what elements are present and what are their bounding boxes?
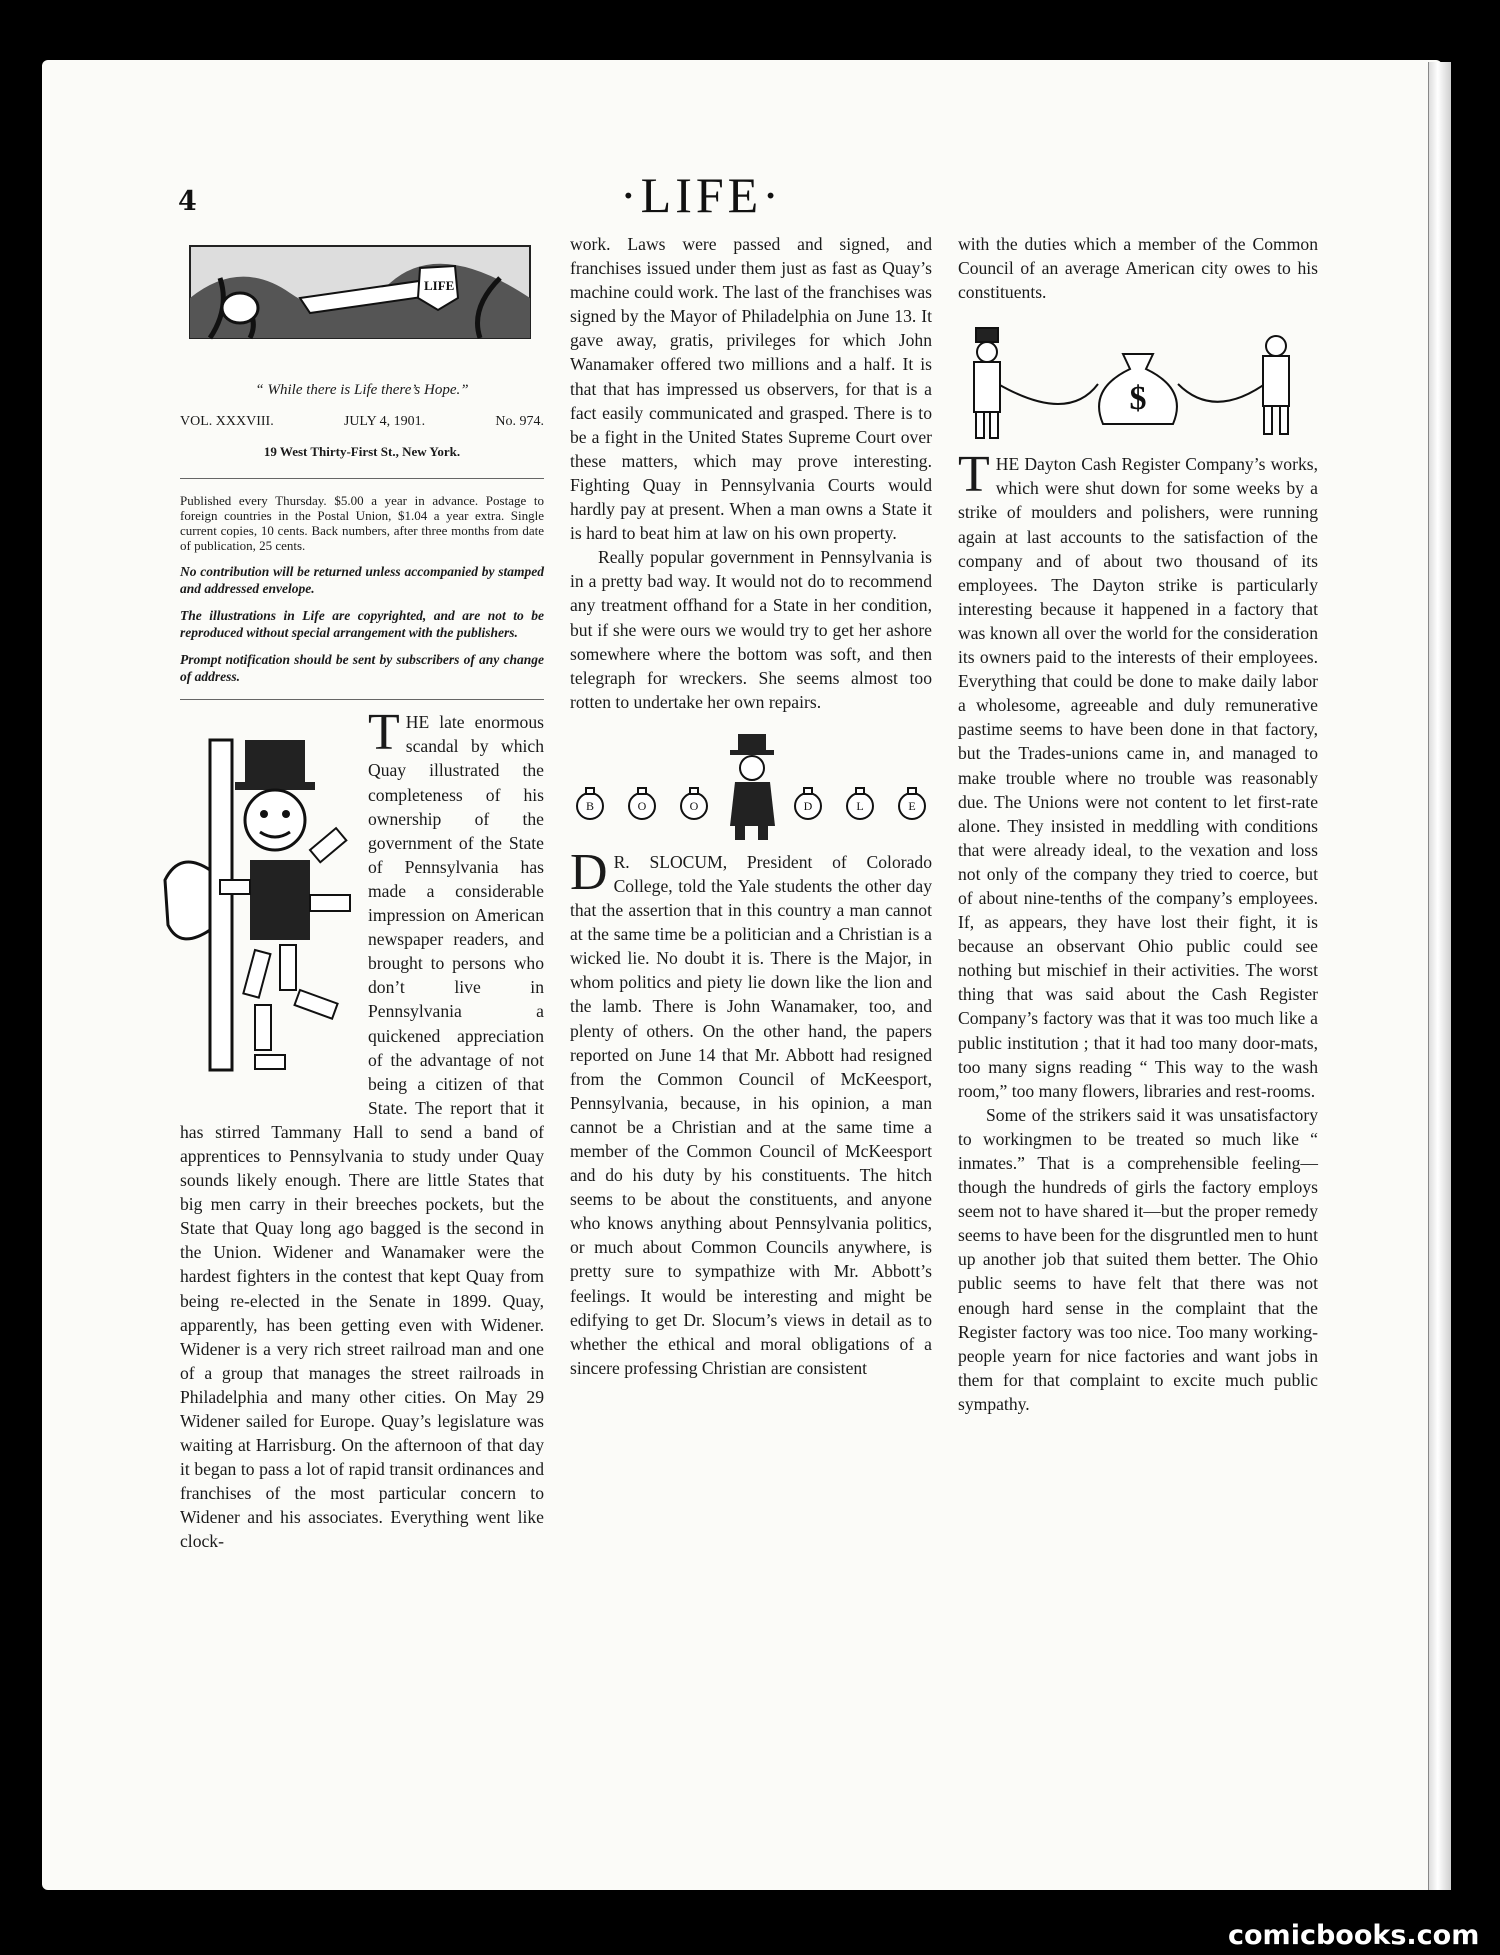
moneybag-tug-cartoon — [958, 314, 1318, 444]
illustrations-note: The illustrations in Life are copyrighted, and are not to be reproduced without special arrangement with the publishers. — [180, 608, 544, 641]
dayton-article-text: HE Dayton Cash Register Company’s works, which were shut down for some weeks by a strike of moulders and polishers, were running again at last accounts to the satisfaction of the company and of about two thousand of its employees. The Dayton strike is particularly interesting because it happened in a factory that was known all over the world for the consideration its owners paid to the interests of their employees. Everything that could be done to make daily labor a wholesome, agreeable and duly remunerative pastime seems to have been done in that factory, but the Trades-unions came in, and managed to make trouble where no trouble was reasonably due. The Unions were not content to let first-rate alone. They insisted in meddling with conditions that were already ideal, to the vexation and loss not only of the company they tried to coerce, but of about nine-tenths of the company’s employees. If, as appears, they have lost their fight, it is because an observant Ohio public could see nothing but mischief in their activities. The worst thing that was said about the Cash Register Company’s factory was that it was too much like a public institution ; that it had too many door-mats, too many signs reading “ This way to the wash room,” too many flowers, libraries and rest-rooms. — [958, 454, 1318, 1101]
money-bag-letter-1: O — [637, 798, 647, 813]
jumping-jack-cartoon — [160, 720, 360, 1110]
strikers-paragraph: Some of the strikers said it was unsatisfactory to workingmen to be treated so much like “ inmates.” That is a comprehensible feeling—though the hundreds of girls the factory employs seem not to have shared it—but the proper remedy seems to have been for the disgruntled men to hunt up another job that suited them better. The Ohio public seems to have felt that there was not enough hard sense in the complaint that the Register factory was too nice. Too many working-people yearn for nice factories and want jobs in them for that complaint to excite much public sympathy. — [958, 1104, 1318, 1414]
issue-number: No. 974. — [495, 414, 544, 430]
quay-article-text: HE late enormous scandal by which Quay illustrated the completeness of his ownership of the government of the State of Pennsylvania has made a considerable impression on American newspaper readers, and brought to persons who don’t live in Pennsylvania a quickened appreciation of the advantage of not being a citizen of that State. The report that it has stirred Tammany Hall to send a band of apprentices to Pennsylvania to study under Quay sounds likely enough. There are little States that big men carry in their breeches pockets, but the State that Quay long ago bagged is the second in the Union. Widener and Wanamaker were the hardest fighters in the contest that kept Quay from being re-elected in the Senate in 1899. Quay, apparently, has been getting even with Widener. Widener is a very rich street railroad man and one of a group that manages the street railroads in Philadelphia and many other cities. On May 29 Widener sailed for Europe. Quay’s legislature was waiting at Harrisburg. On the afternoon of that day it began to pass a lot of rapid transit ordinances and franchises of the most particular concern to Widener and his associates. Everything went like clock- — [180, 712, 544, 1552]
money-bag-knot-1 — [638, 788, 646, 794]
publishing-note: Published every Thursday. $5.00 a year in advance. Postage to foreign countries in the Postal Union, $1.04 a year extra. Single current copies, 10 cents. Back numbers, after three months from date of publication, 25 cents. — [180, 493, 544, 554]
contributions-note: No contribution will be returned unless accompanied by stamped and addressed envelope. — [180, 564, 544, 597]
money-bag-knot-3 — [804, 788, 812, 794]
slocum-article-continued: with the duties which a member of the Common Council of an average American city owes to his constituents. — [958, 234, 1318, 303]
money-bag-letter-2: O — [689, 798, 699, 813]
money-bag-knot-2 — [690, 788, 698, 794]
divider — [180, 699, 544, 700]
pennsylvania-paragraph: Really popular government in Pennsylvania is in a pretty bad way. It would not do to recommend any treatment offhand for a State in her condition, but if she were ours we would try to get her ashore somewhere where the bottom was soft, and then telegraph for wreckers. She seems almost too rotten to undertake her own repairs. — [570, 547, 932, 712]
volume-number: VOL. XXXVIII. — [180, 414, 274, 430]
money-bag-knot-4 — [856, 788, 864, 794]
money-bag-letter-3: D — [803, 798, 813, 813]
slocum-dropcap: D — [570, 843, 608, 901]
column-right — [958, 232, 1318, 1416]
motto: “ While there is Life there’s Hope.” — [255, 382, 469, 398]
page-spine — [1428, 62, 1451, 1890]
quay-article-continued: work. Laws were passed and signed, and franchises issued under them just as fast as Quay’s machine could work. The last of the franchises was signed by the Mayor of Philadelphia on June 13. It gave away, gratis, privileges for which John Wanamaker offered two millions and a half. It is that that has impressed us observers, for that is a fact easily communicated and grasped. There is to be a fight in the United States Supreme Court over these matters, which may prove interesting. Fighting Quay in Pennsylvania Courts would hardly pay at present. When a man owns a State it is hard to beat him at law on his own property. — [570, 234, 932, 544]
column-left — [180, 238, 544, 1554]
masthead-title: ·LIFE· — [620, 167, 783, 223]
issue-date: JULY 4, 1901. — [343, 414, 426, 430]
page-number: 4 — [178, 186, 197, 217]
money-bag-knot-0 — [586, 788, 594, 794]
slocum-article-text: R. SLOCUM, President of Colorado College, told the Yale students the other day that the assertion that in this country a man cannot at the same time be a politician and a Christian is a wicked lie. No doubt it is. There is the Major, in whom politics and piety lie down like the lion and the lamb. There is John Wanamaker, too, and plenty of others. On the other hand, the papers reported on June 14 that Mr. Abbott had resigned from the Common Council of McKeesport, Pennsylvania, because, in his opinion, a man cannot be a Christian and at the same time a member of the Common Council of McKeesport and do his duty by his constituents. The hitch seems to be about the constituents, and anyone who knows anything about Pennsylvania politics, or much about Common Councils anywhere, is pretty sure to sympathize with Mr. Abbott’s feelings. It would be interesting and might be edifying to get Dr. Slocum’s views in detail as to whether the ethical and moral obligations of a sincere professing Christian are consistent — [570, 851, 932, 1378]
column-middle — [570, 232, 932, 1380]
watermark: comicbooks.com — [1228, 1920, 1480, 1951]
boodle-bags-cartoon — [570, 726, 932, 846]
article-dropcap: T — [368, 704, 400, 762]
money-bag-letter-0: B — [585, 798, 595, 813]
publisher-address: 19 West Thirty-First St., New York. — [263, 444, 461, 460]
divider — [180, 478, 544, 479]
dayton-dropcap: T — [958, 446, 990, 504]
dollar-sign: $ — [1129, 380, 1147, 418]
money-bag-knot-5 — [908, 788, 916, 794]
address-change-note: Prompt notification should be sent by subscribers of any change of address. — [180, 652, 544, 685]
money-bag-letter-4: L — [856, 798, 864, 813]
life-banner-illustration — [180, 238, 540, 368]
money-bag-letter-5: E — [908, 798, 916, 813]
banner-life-label: LIFE — [424, 278, 455, 293]
volume-line — [180, 410, 544, 434]
